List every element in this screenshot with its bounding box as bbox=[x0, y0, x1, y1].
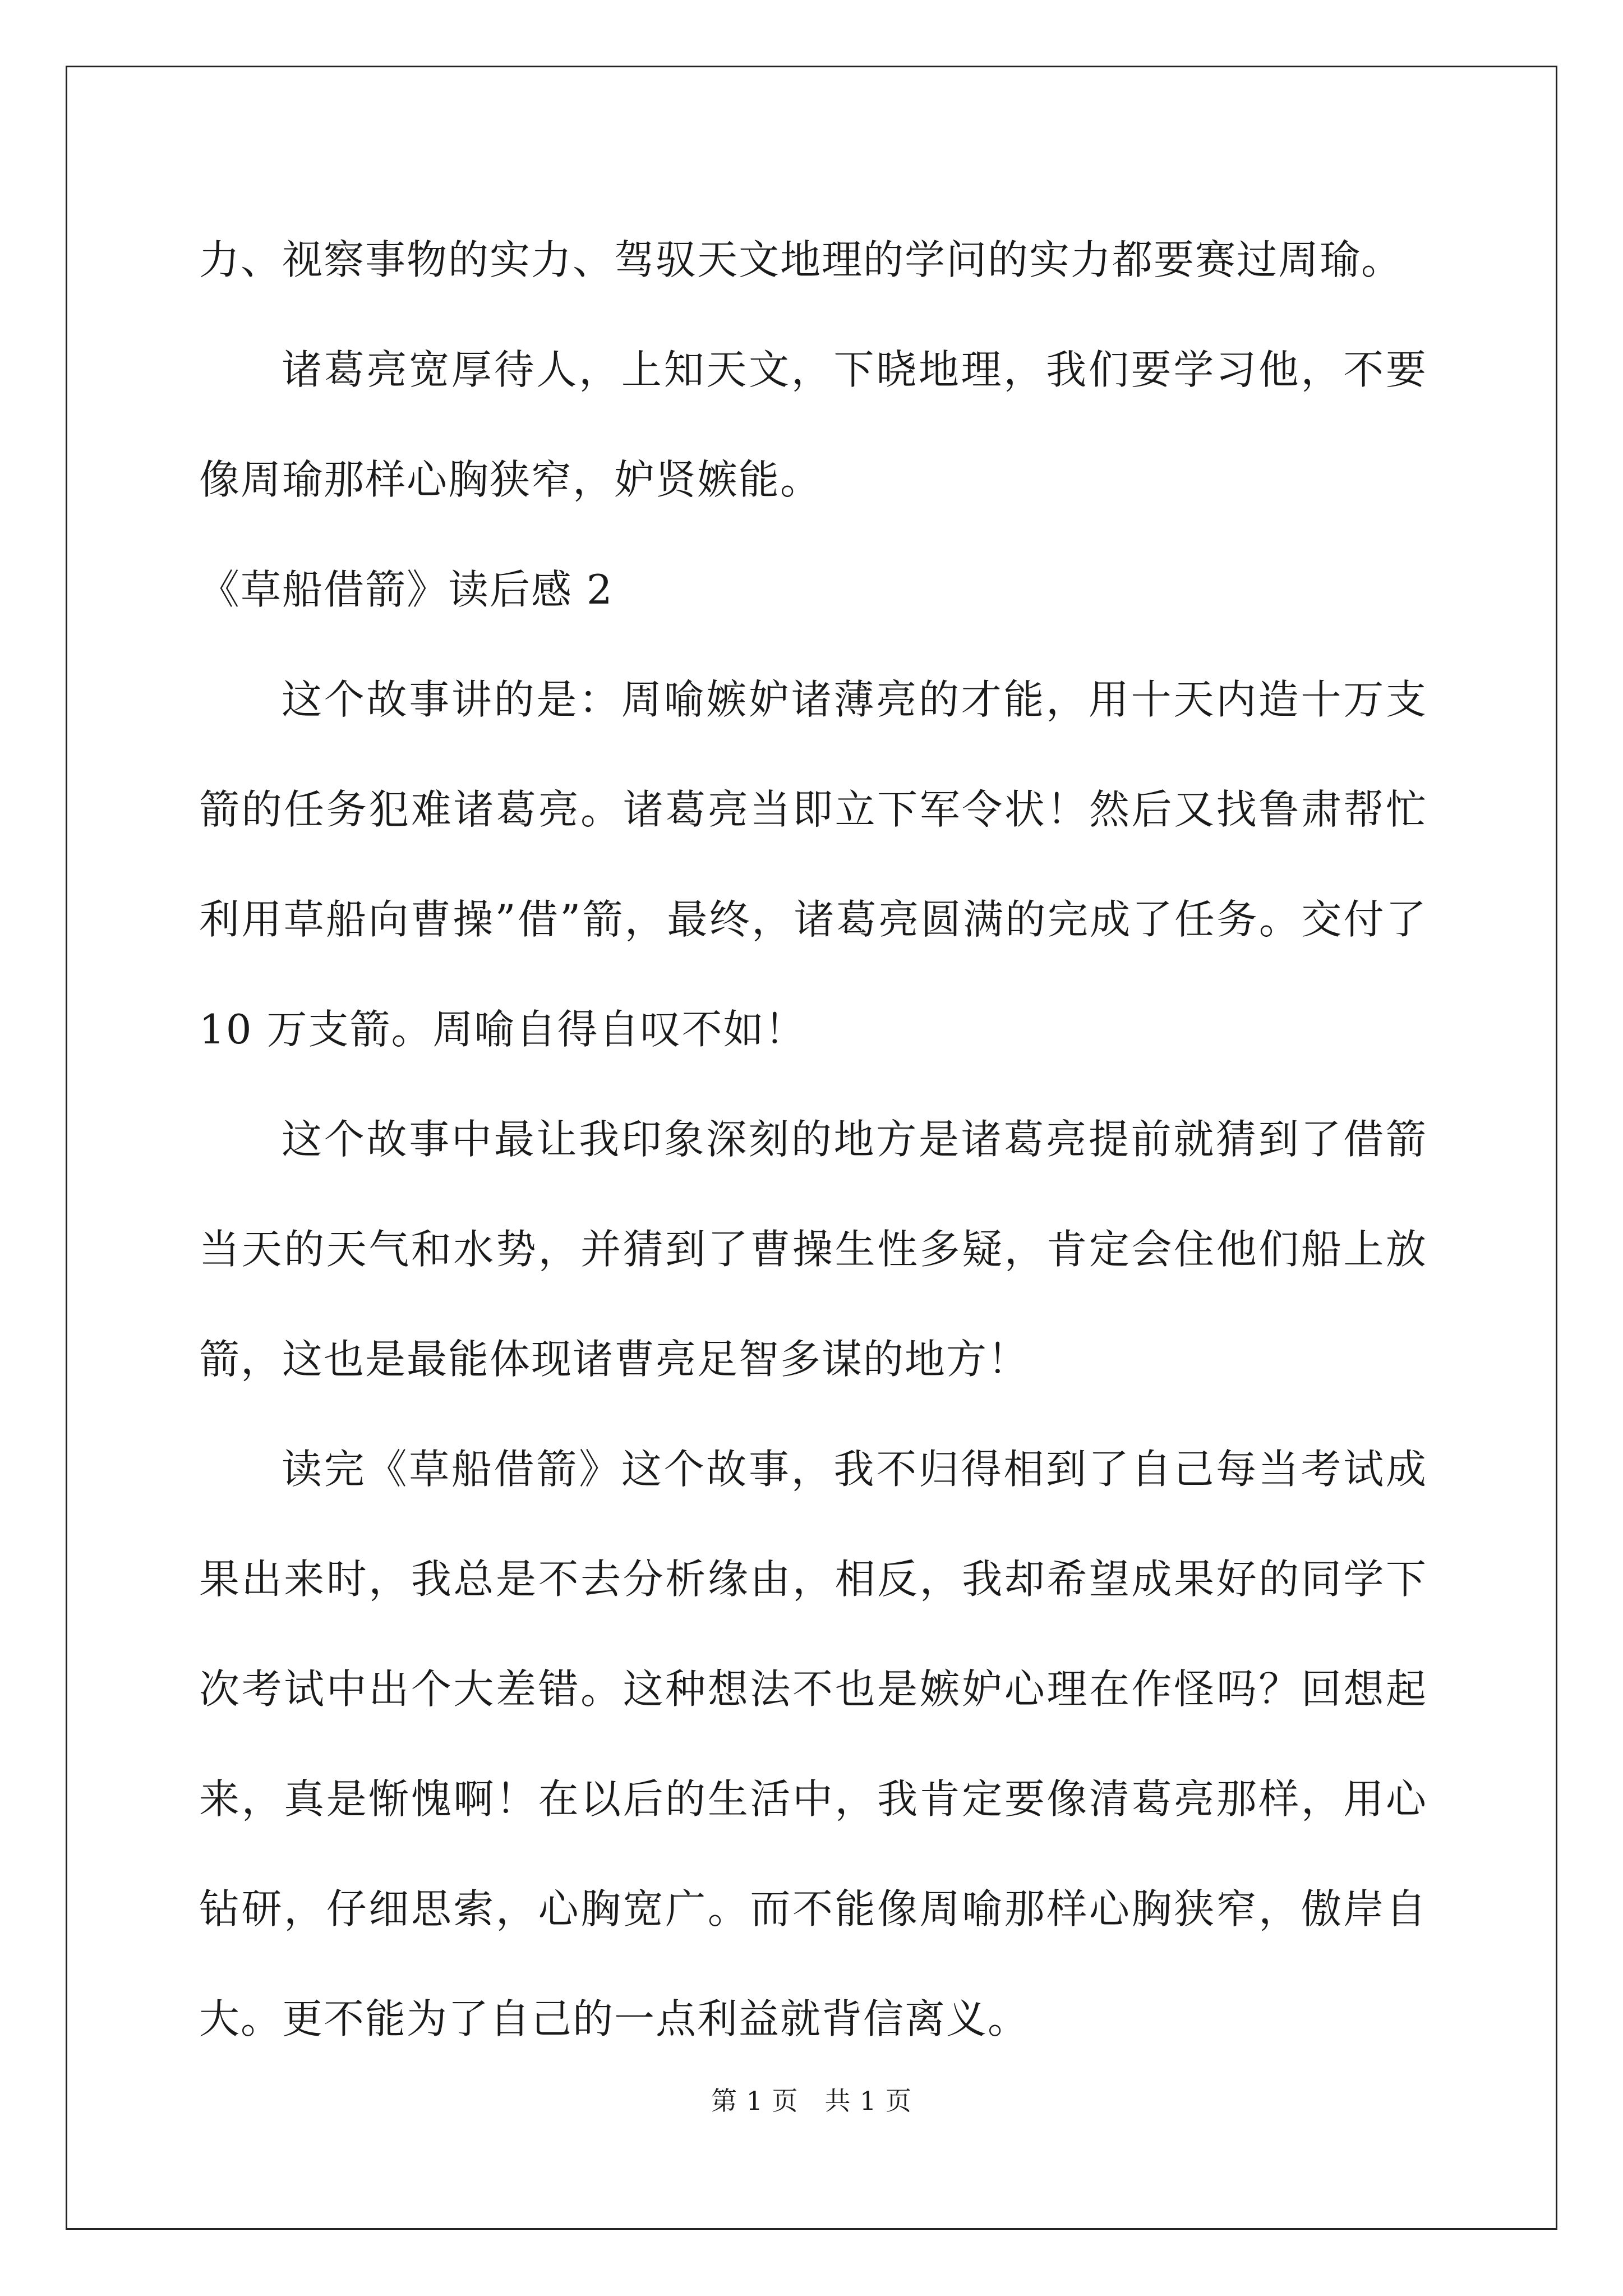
paragraph-impression: 这个故事中最让我印象深刻的地方是诸葛亮提前就猜到了借箭当天的天气和水势，并猜到了曹操生性多疑，肯定会住他们船上放箭，这也是最能体现诸曹亮足智多谋的地方！ bbox=[199, 1116, 1427, 1383]
paragraph-reflection: 读完《草船借箭》这个故事，我不归得相到了自己每当考试成果出来时，我总是不去分析缘由，相反，我却希望成果好的同学下次考试中出个大差错。这种想法不也是嫉妒心理在作怪吗？回想起来，真是惭愧啊！在以后的生活中，我肯定要像清葛亮那样，用心钻研，仔细思索，心胸宽广。而不能像周喻那样心胸狭窄，傲岸自大。更不能为了自己的一点利益就背信离义。 bbox=[199, 1446, 1427, 2042]
paragraph-continuation: 力、视察事物的实力、驾驭天文地理的学问的实力都要赛过周瑜。 bbox=[199, 236, 1403, 283]
page-number: 第 1 页 bbox=[711, 2086, 799, 2116]
footer-spacer bbox=[799, 2086, 825, 2116]
page-footer bbox=[0, 2084, 1623, 2118]
page-total: 共 1 页 bbox=[824, 2086, 912, 2116]
paragraph-zhuge-liang-summary: 诸葛亮宽厚待人，上知天文，下晓地理，我们要学习他，不要像周瑜那样心胸狭窄，妒贤嫉能。 bbox=[199, 346, 1427, 503]
section-title: 《草船借箭》读后感 2 bbox=[199, 566, 614, 613]
paragraph-story-summary: 这个故事讲的是：周喻嫉妒诸薄亮的才能，用十天内造十万支箭的任务犯难诸葛亮。诸葛亮当即立下军令状！然后又找鲁肃帮忙利用草船向曹操”借”箭，最终，诸葛亮圆满的完成了任务。交付了 10 万支箭。周喻自得自叹不如！ bbox=[199, 676, 1427, 1053]
document-body bbox=[199, 205, 1427, 2074]
